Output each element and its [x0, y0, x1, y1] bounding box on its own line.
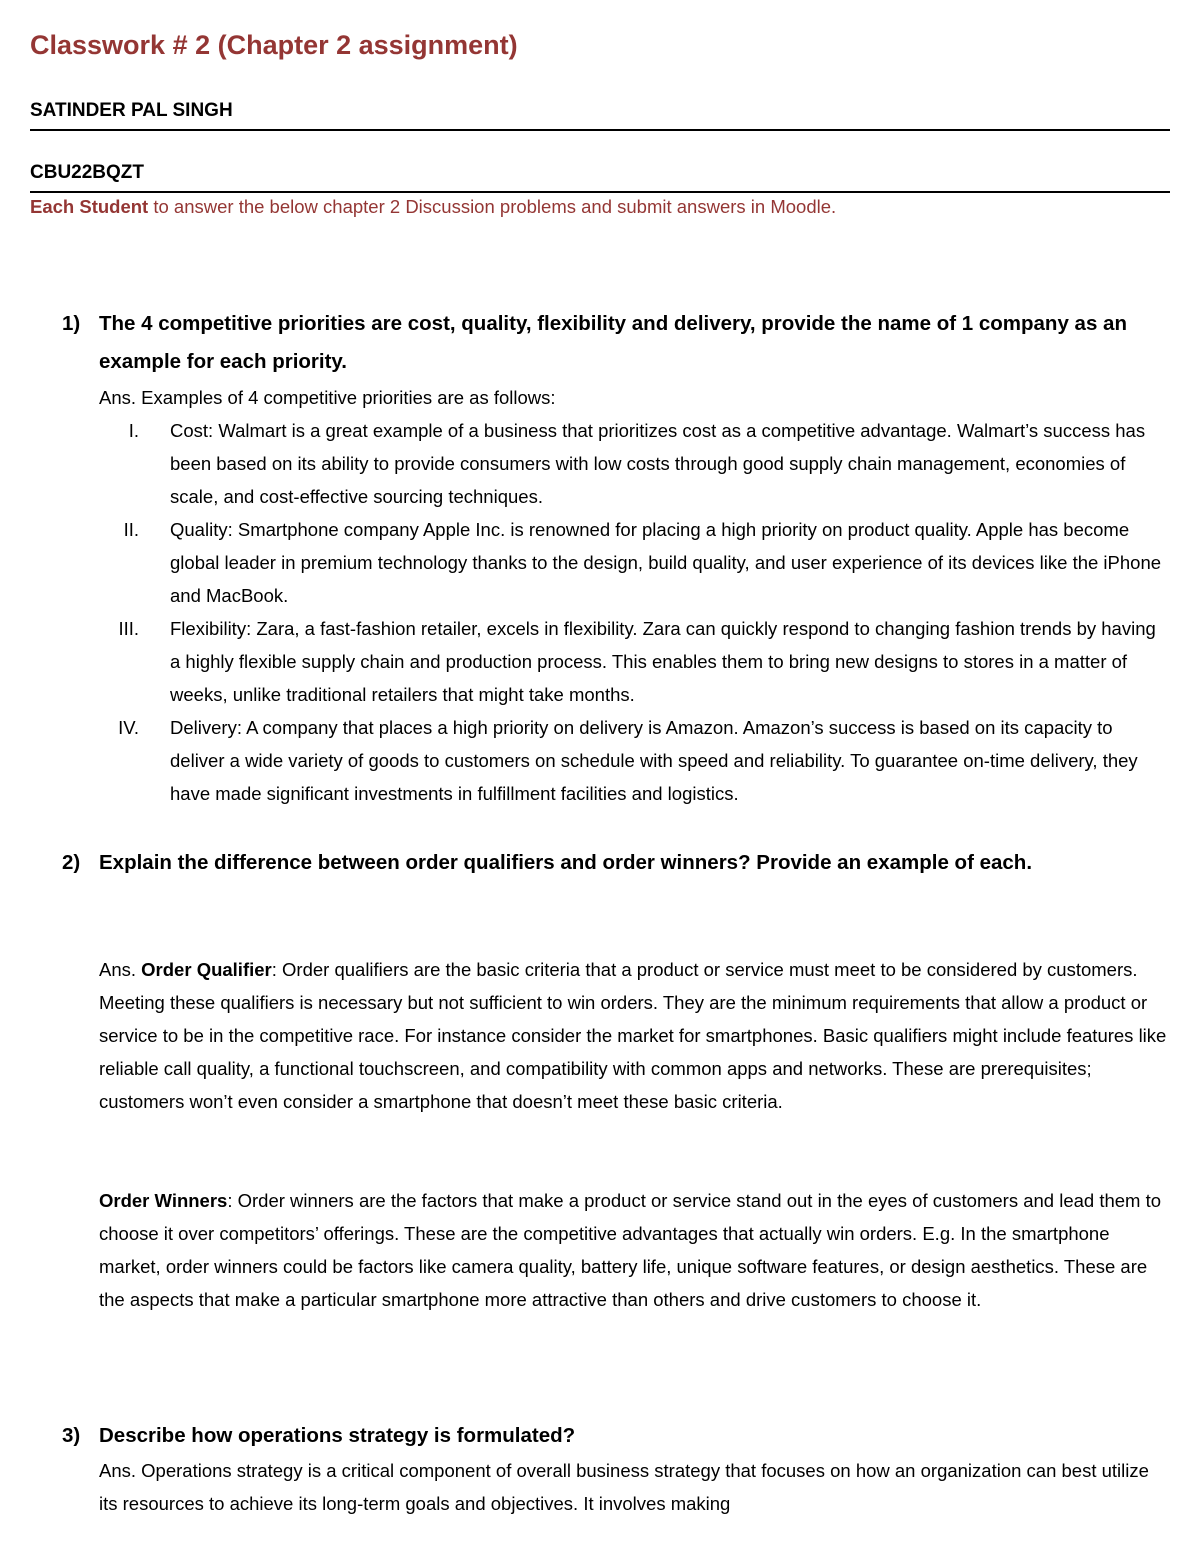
question-1-text: The 4 competitive priorities are cost, quality, flexibility and delivery, provide the name of 1 company as an example for each priority. [99, 312, 1127, 373]
list-item-text: Flexibility: Zara, a fast-fashion retailer, excels in flexibility. Zara can quickly respond to changing fashion trends by having a highly flexible supply chain and production process. This enables them to bring new designs to stores in a matter of weeks, unlike traditional retailers that might take months. [170, 618, 1156, 705]
list-item-text: Cost: Walmart is a great example of a business that prioritizes cost as a competitive advantage. Walmart’s success has been based on its ability to provide consumers with low costs through good supply chain management, economies of scale, and cost-effective sourcing techniques. [170, 420, 1146, 507]
document-title: Classwork # 2 (Chapter 2 assignment) [30, 30, 518, 60]
student-id: CBU22BQZT [30, 159, 1170, 193]
order-qualifier-paragraph [99, 953, 1169, 1118]
instruction-text [30, 196, 836, 218]
list-item-text: Delivery: A company that places a high priority on delivery is Amazon. Amazon’s success is based on its capacity to deliver a wide variety of goods to customers on schedule with speed and reliability. To guarantee on-time delivery, they have made significant investments in fulfillment facilities and logistics. [170, 717, 1138, 804]
order-winners-label: Order Winners [99, 1190, 228, 1211]
question-2-number: 2) [62, 851, 81, 874]
list-marker: II. [123, 519, 139, 540]
question-1-answer-intro: Ans. Examples of 4 competitive priorities are as follows: [99, 387, 556, 408]
question-1-number: 1) [62, 312, 81, 335]
list-marker: I. [128, 420, 139, 441]
order-qualifier-label: Order Qualifier [141, 959, 272, 980]
question-3-text: Describe how operations strategy is formulated? [99, 1424, 576, 1447]
answer-prefix: Ans. [99, 959, 142, 980]
instruction-rest: to answer the below chapter 2 Discussion problems and submit answers in Moodle. [148, 196, 837, 217]
list-item-text: Quality: Smartphone company Apple Inc. is renowned for placing a high priority on product quality. Apple has become global leader in premium technology thanks to the design, build quality, and user experience of its devices like the iPhone and MacBook. [170, 519, 1162, 606]
order-winners-text: : Order winners are the factors that make a product or service stand out in the eyes of customers and lead them to choose it over competitors’ offerings. These are the competitive advantages that actually win orders. E.g. In the smartphone market, order winners could be factors like camera quality, battery life, unique software features, or design aesthetics. These are the aspects that make a particular smartphone more attractive than others and drive customers to choose it. [99, 1190, 1162, 1310]
instruction-bold: Each Student [30, 196, 149, 217]
order-qualifier-text: : Order qualifiers are the basic criteria that a product or service must meet to be considered by customers. Meeting these qualifiers is necessary but not sufficient to win orders. They are the minimum requirements that allow a product or service to be in the competitive race. For instance consider the market for smartphones. Basic qualifiers might include features like reliable call quality, a functional touchscreen, and compatibility with common apps and networks. These are prerequisites; customers won’t even consider a smartphone that doesn’t meet these basic criteria. [99, 959, 1167, 1112]
question-3-answer: Ans. Operations strategy is a critical component of overall business strategy that focuses on how an organization can best utilize its resources to achieve its long-term goals and objectives. It involves making [99, 1460, 1149, 1514]
list-marker: IV. [118, 717, 139, 738]
question-3-number: 3) [62, 1424, 81, 1447]
order-winners-paragraph [99, 1184, 1169, 1316]
list-marker: III. [118, 618, 139, 639]
question-2-text: Explain the difference between order qualifiers and order winners? Provide an example of each. [99, 851, 1033, 874]
student-name: SATINDER PAL SINGH [30, 97, 1170, 131]
